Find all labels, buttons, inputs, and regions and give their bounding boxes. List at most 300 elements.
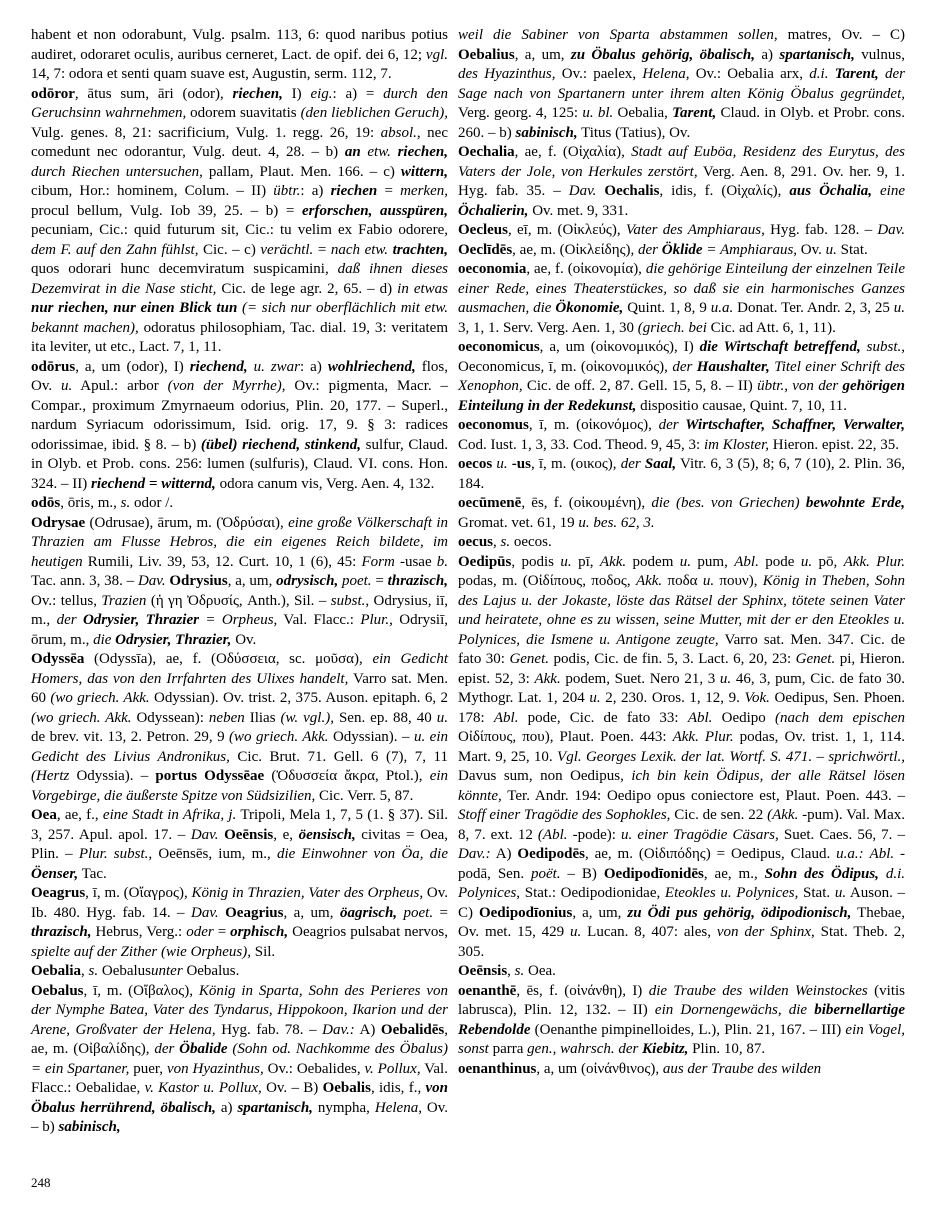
text-run: odōrus xyxy=(31,358,76,375)
text-run: u. xyxy=(834,885,847,901)
text-run: procul bellum, Vulg. Iob 39, 25. – b) = xyxy=(31,202,302,219)
text-run: spartanisch, xyxy=(237,1099,313,1116)
text-run: oecos. xyxy=(510,534,552,550)
text-run: absol., xyxy=(380,124,421,141)
dictionary-entry xyxy=(458,416,905,455)
text-run: civitas = Oea, Plin. – xyxy=(31,826,449,862)
text-run: Ov.: paelex, xyxy=(555,66,643,82)
dictionary-entry xyxy=(458,338,905,416)
text-run: Plin. 10, 87. xyxy=(688,1041,766,1057)
text-run: u. xyxy=(61,378,73,394)
text-run: öagrisch, xyxy=(339,904,398,921)
text-run: = xyxy=(433,904,449,921)
text-run: übtr., von der xyxy=(757,378,843,394)
text-run: Oebalus. xyxy=(182,963,240,979)
text-run: = xyxy=(213,924,231,940)
text-run: Cic. Brut. 71. Gell. 6 (7), 7, 11 xyxy=(229,748,448,765)
text-run: d.i. Polynices, xyxy=(458,865,906,901)
text-run: eine große Völkerschaft in Thrazien am Flusse Hebros, die ein eigenes Reich bildete, im heutigen xyxy=(31,514,449,570)
text-run: Genet. xyxy=(509,651,550,667)
text-run: (griech. bei xyxy=(637,319,707,336)
text-run: erforschen, ausspüren, xyxy=(301,202,448,219)
text-run: poet. xyxy=(397,904,434,921)
dictionary-entry xyxy=(458,26,905,143)
text-run: , podis xyxy=(511,553,561,570)
text-run: , a, um (οἰκονομικός), I) xyxy=(539,339,700,355)
text-run: Hyg. fab. 78. – xyxy=(215,1021,323,1038)
text-run: oecos xyxy=(458,456,493,472)
text-run: Gromat. vet. 61, 19 xyxy=(458,514,579,531)
text-run: Oeagrios pulsabat nervos, xyxy=(288,924,448,940)
text-run: die gehörige Einteilung der einzelnen Teile einer Rede, eines Theaterstückes, so daß sie ein harmonisches Ganzes ausmachen, die xyxy=(458,261,905,316)
text-run: (w. vgl.), xyxy=(280,709,334,726)
text-run: durch Riechen untersuchen, xyxy=(31,163,203,180)
text-run: Val. Flacc.: xyxy=(277,612,361,628)
text-run: poët. xyxy=(531,865,561,882)
text-run: , ēs, f. (οἰκουμένη), xyxy=(521,495,652,511)
text-run: Helena, xyxy=(642,66,690,82)
text-run: (vitis labrusca), Plin. 12, 132. – II) xyxy=(458,982,905,1018)
text-run: Stoff einer Tragödie des Sophokles, xyxy=(458,807,671,823)
text-run: Odyssian). Ov. trist. 2, 375. Auson. epitaph. 6, 2 xyxy=(149,690,449,706)
text-run: vgl. xyxy=(425,46,448,63)
text-run: pallam, Plaut. Men. 166. – c) xyxy=(202,163,401,180)
text-run: Oeclīdēs xyxy=(458,241,513,258)
text-run: Dav. xyxy=(877,222,905,238)
text-run: Oebalia, xyxy=(613,105,673,121)
dictionary-entry xyxy=(458,962,905,982)
text-run: , a, um, xyxy=(572,904,628,921)
text-run: Verg. Aen. 8, 291. Ov. her. 9, 1. Hyg. fab. 35. – xyxy=(458,163,905,199)
text-run: Helena, xyxy=(374,1099,422,1116)
text-run: u. ein Gedicht des Livius Andronikus, xyxy=(31,729,448,765)
text-run: Cic. – c) xyxy=(198,241,261,258)
text-run: der xyxy=(620,456,645,472)
dictionary-entry xyxy=(31,358,448,495)
text-run: (Akk. xyxy=(767,807,799,823)
text-run: übtr. xyxy=(273,183,301,199)
text-run: ein Gedicht Homers, das von den Irrfahrten des Ulixes handelt, xyxy=(31,651,448,687)
text-run: von Hyazinthus, xyxy=(166,1060,264,1077)
text-run: podas, Ov. trist. 1, 1, 114. Mart. 9, 25, 10. xyxy=(458,729,905,765)
dictionary-entry xyxy=(458,221,905,260)
text-run: König in Sparta, Sohn des Perieres von der Nymphe Batea, Vater des Tyndarus, Hippokoon, Ikarion und der Arene, Großvater der Helena, xyxy=(31,982,448,1038)
text-run: -pode): xyxy=(567,826,621,843)
text-run: ein Dornengewächs, die xyxy=(654,1002,815,1018)
text-run: Eteokles u. Polynices, xyxy=(664,885,799,901)
text-run: Oedipodēs xyxy=(517,846,585,862)
dictionary-entry xyxy=(31,650,448,806)
text-run: Oedipus, Sen. Phoen. 178: xyxy=(458,690,906,726)
text-run: (Odyssīa), ae, f. (Οδύσσεια, sc. μοῦσα), xyxy=(84,651,373,667)
text-run: d.i. xyxy=(809,66,829,82)
text-run: Οἰδίπους, που), Plaut. Poen. 443: xyxy=(458,729,673,745)
text-run: v. Pollux, xyxy=(364,1060,421,1077)
text-run: : a) xyxy=(300,183,331,199)
text-run: u. xyxy=(825,241,837,258)
text-run: (ἡ γη Ὀδρυσίς, Anth.), Sil. – xyxy=(146,592,331,609)
text-run: Abl. xyxy=(493,709,519,726)
text-run: öensisch, xyxy=(298,826,356,843)
text-run: , ī, m. (Οἴαγρος), xyxy=(85,885,192,901)
text-run: Abl. xyxy=(687,709,713,726)
text-run: nach etw. xyxy=(330,241,393,258)
dictionary-entry xyxy=(31,494,448,514)
text-run: riechend, xyxy=(189,358,248,375)
text-run: Oecleus xyxy=(458,222,508,238)
text-run: , ae, m. (Οἰκλείδης), xyxy=(512,241,639,258)
text-run: , ae, m. (Οἰβαλίδης), xyxy=(31,1021,448,1057)
text-run: = Orpheus, xyxy=(198,612,278,628)
text-run: sprichwörtl., xyxy=(828,748,905,765)
text-run: dem F. auf den Zahn fühlst, xyxy=(31,241,199,258)
text-run: Tac. xyxy=(78,865,107,882)
text-run: Oea. xyxy=(524,963,556,979)
text-run: = xyxy=(313,241,331,258)
text-run: Dav.: xyxy=(322,1021,355,1038)
text-run: Odrysae xyxy=(31,514,86,531)
text-run: vulnus, xyxy=(854,46,905,63)
text-run: (Abl. xyxy=(537,826,568,843)
text-run: odor /. xyxy=(130,495,174,511)
text-run: Vater des Amphiaraus, xyxy=(625,222,765,238)
text-run: oecus xyxy=(458,534,493,550)
text-run: Ov.: Oebalides, xyxy=(263,1060,365,1077)
text-run: Oeagrus xyxy=(31,885,86,901)
text-run: u. xyxy=(800,553,813,570)
text-run: poet. xyxy=(338,573,372,589)
text-run: Ilias xyxy=(244,709,281,726)
text-run: nur riechen, nur einen Blick tun xyxy=(31,300,238,316)
text-run: oeconomia xyxy=(458,261,527,277)
text-run: Oebalia xyxy=(31,963,82,979)
text-run: Odyssian). – xyxy=(328,729,414,745)
text-run: Oeagrius xyxy=(225,904,284,921)
text-run: Tarent, xyxy=(834,66,879,82)
text-run: Ov.: pigmenta, Macr. – Compar., proximum Zmyrnaeum odorius, Plin. 20, 177. – Superl., nardum Syriacum odorissimum, Isid. orig. 17, 9. § 3: radices odorissimae, ibid. § 8. – b) xyxy=(31,378,449,453)
text-run: Ov. Ib. 480. Hyg. fab. 14. – xyxy=(31,885,448,921)
text-run: ich bin kein Ödipus, der alle Rätsel lösen könnte, xyxy=(458,768,905,804)
text-run: sabinisch, xyxy=(515,124,578,141)
text-run: oenanthē xyxy=(458,982,517,999)
text-run: König in Theben, Sohn des Lajus u. der Jokaste, löste das Rätsel der Sphinx, tötete seinen Vater und heiratete, ohne es zu wissen, seine Mutter, mit der er den Eteokles u. Polynices, die Ismene u. Antigone zeugte, xyxy=(458,573,906,648)
text-run: bibernellartige Rebendolde xyxy=(458,1002,906,1038)
text-run: gehörigen Einteilung in der Redekunst, xyxy=(458,378,905,414)
text-run: de brev. vit. 13, 2. Petron. 29, 9 xyxy=(31,729,230,745)
text-run: Ov. met. 9, 331. xyxy=(528,202,629,219)
text-run: Ov. – B) xyxy=(261,1080,323,1096)
text-run: – xyxy=(812,748,829,765)
text-run: Claud. in Olyb. et Probr. cons. 260. – b) xyxy=(458,105,906,141)
text-run: pum, xyxy=(691,553,735,570)
text-run: thrazisch, xyxy=(387,573,449,589)
text-run: Donat. Ter. Andr. 2, 3, 25 xyxy=(733,300,894,316)
text-run: , a, um (οἰνάνθινος), xyxy=(536,1060,663,1077)
text-run: -usae xyxy=(394,553,437,570)
text-run: oder xyxy=(186,924,214,940)
text-run: des Hyazinthus, xyxy=(458,66,556,82)
text-run: a) xyxy=(215,1099,238,1116)
text-run: Öbalide xyxy=(179,1041,228,1057)
text-run: (wo griech. Akk. xyxy=(229,729,329,745)
text-run: verächtl. xyxy=(260,241,314,258)
text-run: Sohn des Ödipus, xyxy=(764,865,879,882)
dictionary-entry xyxy=(458,1060,905,1080)
text-run: -pum). Val. Max. 8, 7. ext. 12 xyxy=(458,807,905,843)
text-run: (wo griech. Akk. xyxy=(50,690,150,706)
text-run: Ter. Andr. 194: Oedipo opus coniectore est, Plaut. Poen. 443. – xyxy=(501,787,905,804)
text-run: im Kloster, xyxy=(703,436,769,453)
text-run: u. xyxy=(496,456,508,472)
text-run: nec comedunt nec odorantur, Vulg. deut. 4, 28. – b) xyxy=(31,124,448,160)
text-run: A) xyxy=(354,1021,381,1038)
text-run: Suet. Caes. 56, 7. – xyxy=(778,826,906,843)
text-run: Stadt auf Euböa, Residenz des Eurytus, des Vaters der Jole, von Herkules zerstört, xyxy=(458,144,905,180)
text-run: s. xyxy=(120,495,131,511)
text-run: Dav. xyxy=(190,826,219,843)
text-run: Saal, xyxy=(644,456,677,472)
text-run: Odrysier, Thrazier, xyxy=(115,631,232,648)
text-run: , ae, m. (Οἰδιπόδης) = Oedipus, Claud. xyxy=(584,846,837,862)
text-run: Öchalierin, xyxy=(458,202,529,219)
text-run: wohlriechend, xyxy=(327,358,416,375)
text-run: Akk. xyxy=(534,670,561,687)
text-run: Dav. xyxy=(191,904,219,921)
text-run: trachten, xyxy=(392,241,449,258)
text-run: , a, um (odor), I) xyxy=(75,358,190,375)
text-run: dispositio causae, Quint. 7, 10, 11. xyxy=(636,397,848,414)
text-run: Cic. de off. 2, 87. Gell. 15, 5, 8. – II) xyxy=(522,378,758,394)
text-run: podis, Cic. de fin. 5, 3. Lact. 6, 20, 23: xyxy=(549,651,796,667)
text-run: wittern, xyxy=(400,163,448,180)
text-run: , a, um, xyxy=(514,46,571,63)
text-run: , a, um, xyxy=(283,904,340,921)
text-run: u. xyxy=(679,553,692,570)
text-run: odora canum vis, Verg. Aen. 4, 132. xyxy=(215,475,435,492)
text-run: Stat. xyxy=(798,885,835,901)
text-run: weil die Sabiner von Sparta abstammen sollen, xyxy=(458,27,778,43)
text-run: pode xyxy=(758,553,801,570)
text-run: (von der Myrrhe), xyxy=(167,378,286,394)
text-run: Oeēnsēs, ium, m., xyxy=(152,846,277,862)
dictionary-entry xyxy=(458,143,905,221)
text-run: aus Öchalia, xyxy=(789,183,873,199)
text-run: Auson. – C) xyxy=(458,885,906,921)
text-run: Hieron. epist. 22, 35. xyxy=(769,436,899,453)
text-run: Dav. xyxy=(137,573,166,589)
text-run: 3, 1, 1. Serv. Verg. Aen. 1, 30 xyxy=(458,319,638,336)
dictionary-entry xyxy=(31,26,448,85)
text-run: eig. xyxy=(310,85,333,102)
text-run: oenanthinus xyxy=(458,1060,537,1077)
text-run: ein Vogel, sonst xyxy=(458,1021,905,1057)
text-run: subst., xyxy=(330,592,370,609)
text-run: odorem suavitatis xyxy=(186,105,301,121)
column-right xyxy=(458,26,905,1210)
text-run: oeconomus xyxy=(458,417,529,433)
text-run: , ae, f. (Οἰχαλία), xyxy=(514,144,632,160)
text-run: Oeēnsis xyxy=(458,963,508,979)
text-run: der Sage nach von Spartanern unter ihrem alten König Öbalus gegründet, xyxy=(458,66,906,102)
text-run: Öenser, xyxy=(31,865,79,882)
text-run: Cod. Iust. 1, 3, 33. Cod. Theod. 9, 45, 3: xyxy=(458,436,704,453)
text-run: riechen, xyxy=(232,85,283,102)
text-run: Varro sat. Men. 60 xyxy=(31,670,448,706)
text-run: Akk. Plur. xyxy=(672,729,734,745)
text-run: s. xyxy=(88,963,99,979)
text-run: von der Sphinx, xyxy=(716,924,815,940)
text-run: riechen xyxy=(330,183,378,199)
text-run: Ov. – b) xyxy=(31,1099,448,1135)
text-run: pecuniam, Cic.: quid futurum sit, Cic.: tu velim ex Fabio odorere, xyxy=(31,222,448,238)
text-run: Abl. xyxy=(869,846,895,862)
text-run: Oedipodīonius xyxy=(478,904,573,921)
text-run: u. xyxy=(560,553,572,570)
text-run: oeconomicus xyxy=(458,339,540,355)
text-run: , idis, f. (Οἰχαλίς), xyxy=(659,183,790,199)
text-run: Akk. Plur. xyxy=(843,553,906,570)
text-run: Val. Flacc.: Oebalidae, xyxy=(31,1060,448,1096)
text-run: Odyssēa xyxy=(31,651,85,667)
text-run: -podā, Sen. xyxy=(458,846,906,882)
text-run: Ov. xyxy=(231,631,257,648)
text-run: ein Vorgebirge, die äußerste Spitze von Südsizilien, xyxy=(31,768,449,804)
dictionary-entry xyxy=(31,982,448,1138)
text-run: Form xyxy=(361,553,395,570)
text-run: , xyxy=(507,963,515,979)
text-run: Wirtschafter, Schaffner, Verwalter, xyxy=(685,417,905,433)
text-run: , ī, m. (οἰκονόμος), xyxy=(528,417,659,433)
text-run: (den lieblichen Geruch), xyxy=(300,105,449,121)
text-run: Cic. ad Att. 6, 1, 11). xyxy=(706,319,836,336)
text-run: matres, Ov. – C) xyxy=(777,27,906,43)
text-run: Tac. ann. 3, 38. – xyxy=(31,573,138,589)
text-run: Stat. Theb. 2, 305. xyxy=(458,924,905,960)
text-run: u. xyxy=(436,709,448,726)
text-run: a) xyxy=(755,46,780,63)
text-run: merken, xyxy=(400,183,448,199)
text-run: b. xyxy=(436,553,449,570)
dictionary-entry xyxy=(458,494,905,533)
text-run: s. xyxy=(500,534,511,550)
text-run: , eī, m. (Οἰκλεύς), xyxy=(508,222,626,238)
text-run: Stat.: Oedipodionidae, xyxy=(520,885,665,901)
text-run: sulfur, Claud. in Olyb. et Prob. cons. 256: lumen (sulfuris), Claud. VI. cons. Hon. 324. – II) xyxy=(31,436,448,492)
text-run: bewohnte Erde, xyxy=(805,495,905,511)
text-run: (wo griech. Akk. xyxy=(31,709,132,726)
text-run: Plur., xyxy=(360,612,393,628)
text-run: 46, 3, pum, Cic. de fato 30. Mythogr. Lat. 1, 204 xyxy=(458,670,905,706)
text-run: von Öbalus herrührend, öbalisch, xyxy=(31,1080,449,1116)
text-run: Plur. subst., xyxy=(78,846,153,862)
text-run: podem xyxy=(626,553,680,570)
text-run: , ae, m., xyxy=(703,865,765,882)
text-run: u. einer Tragödie Cäsars, xyxy=(620,826,779,843)
text-run: nympha, xyxy=(312,1099,375,1116)
text-run: (nach dem epischen xyxy=(774,709,905,726)
text-run: , ae, f., xyxy=(56,807,103,823)
text-run: 2, 230. Oros. 1, 12, 9. xyxy=(600,690,745,706)
text-run: gen., wahrsch. der xyxy=(527,1041,643,1057)
text-run: eine Stadt in Afrika, j. xyxy=(102,807,237,823)
text-run: durch den Geruchsinn wahrnehmen, xyxy=(31,85,448,121)
text-run: (Sohn od. Nachkomme des Öbalus) = ein Spartaner, xyxy=(31,1041,448,1077)
text-run: riechend = witternd, xyxy=(91,475,216,492)
text-run: , xyxy=(493,534,501,550)
text-run: Ov.: Oebalia arx, xyxy=(689,66,810,82)
text-run: die Wirtschaft betreffend, xyxy=(699,339,861,355)
text-run: Tarent, xyxy=(672,105,717,121)
text-run: Hyg. fab. 128. – xyxy=(764,222,878,238)
text-run: odrysisch, xyxy=(276,573,339,589)
text-run: die (bes. von Griechen) xyxy=(651,495,806,511)
text-run: Oebalidēs xyxy=(380,1021,445,1038)
dictionary-entry xyxy=(458,533,905,553)
text-run: -us xyxy=(511,456,531,472)
text-run: Ökonomie, xyxy=(555,300,624,316)
text-run: (Hertz xyxy=(31,768,70,784)
text-run: πουν), xyxy=(714,573,763,589)
text-run: , ēs, f. (οἰνάνθη), I) xyxy=(516,982,649,999)
text-run: oecūmenē xyxy=(458,495,522,511)
text-run: u. xyxy=(893,300,906,316)
text-run: Ov.: tellus, xyxy=(31,592,102,609)
text-run: Haushalter, xyxy=(696,358,770,375)
text-run: Trazien xyxy=(101,592,147,609)
text-run: odōror xyxy=(31,85,75,102)
text-run: portus Odyssēae xyxy=(155,768,265,784)
text-run: cibum, Hor.: hominem, Colum. – II) xyxy=(31,183,274,199)
text-run: an xyxy=(344,144,361,160)
dictionary-entry xyxy=(31,962,448,982)
text-run: daß ihnen dieses Dezemvirat in die Nase sticht, xyxy=(31,261,448,297)
text-run: Oedipo xyxy=(712,709,775,726)
text-run: u. xyxy=(702,573,715,589)
text-run: Odyssean): xyxy=(131,709,209,726)
text-run: Oedipodīonidēs xyxy=(603,865,704,882)
text-run: die Einwohner von Öa, die xyxy=(276,846,448,862)
text-run: (Odrusae), ārum, m. (Ὀδρύσαι), xyxy=(85,514,289,531)
text-run: Kiebitz, xyxy=(642,1041,689,1057)
text-run: = xyxy=(371,573,388,589)
text-run: u.a. xyxy=(710,300,734,316)
text-run: Odrysiī, ōrum, m., xyxy=(31,612,449,648)
text-run: Oechalia xyxy=(458,144,515,160)
text-run: Vgl. Georges Lexik. der lat. Wortf. S. 471. xyxy=(557,748,813,765)
text-run: Titus (Tatius), Ov. xyxy=(577,124,691,141)
text-run: Oebalus xyxy=(31,982,84,999)
text-run: (übel) riechend, stinkend, xyxy=(200,436,361,453)
text-run: , ōris, m., xyxy=(60,495,121,511)
text-run: Cic. Verr. 5, 87. xyxy=(315,787,414,804)
text-run: Odyssia). – xyxy=(69,768,156,784)
text-run: podas, m. (Οἰδίπους, ποδος, xyxy=(458,573,636,589)
text-run: spartanisch, xyxy=(779,46,855,63)
text-run: u.a.: xyxy=(836,846,864,862)
dictionary-entry xyxy=(31,806,448,884)
text-run: Oea xyxy=(31,807,57,823)
text-run: s. xyxy=(514,963,525,979)
text-run: parra xyxy=(488,1041,528,1057)
text-run: , idis, f., xyxy=(370,1080,426,1096)
text-run: : a) = xyxy=(332,85,384,102)
text-run: = Amphiaraus, xyxy=(702,241,798,258)
text-run: unter xyxy=(151,963,183,979)
text-run: Genet. xyxy=(795,651,836,667)
text-run: Öklide xyxy=(661,241,703,258)
text-run: Oeconomicus, ī, m. (οἰκονομικός), xyxy=(458,358,673,375)
text-run: Oedipūs xyxy=(458,553,512,570)
